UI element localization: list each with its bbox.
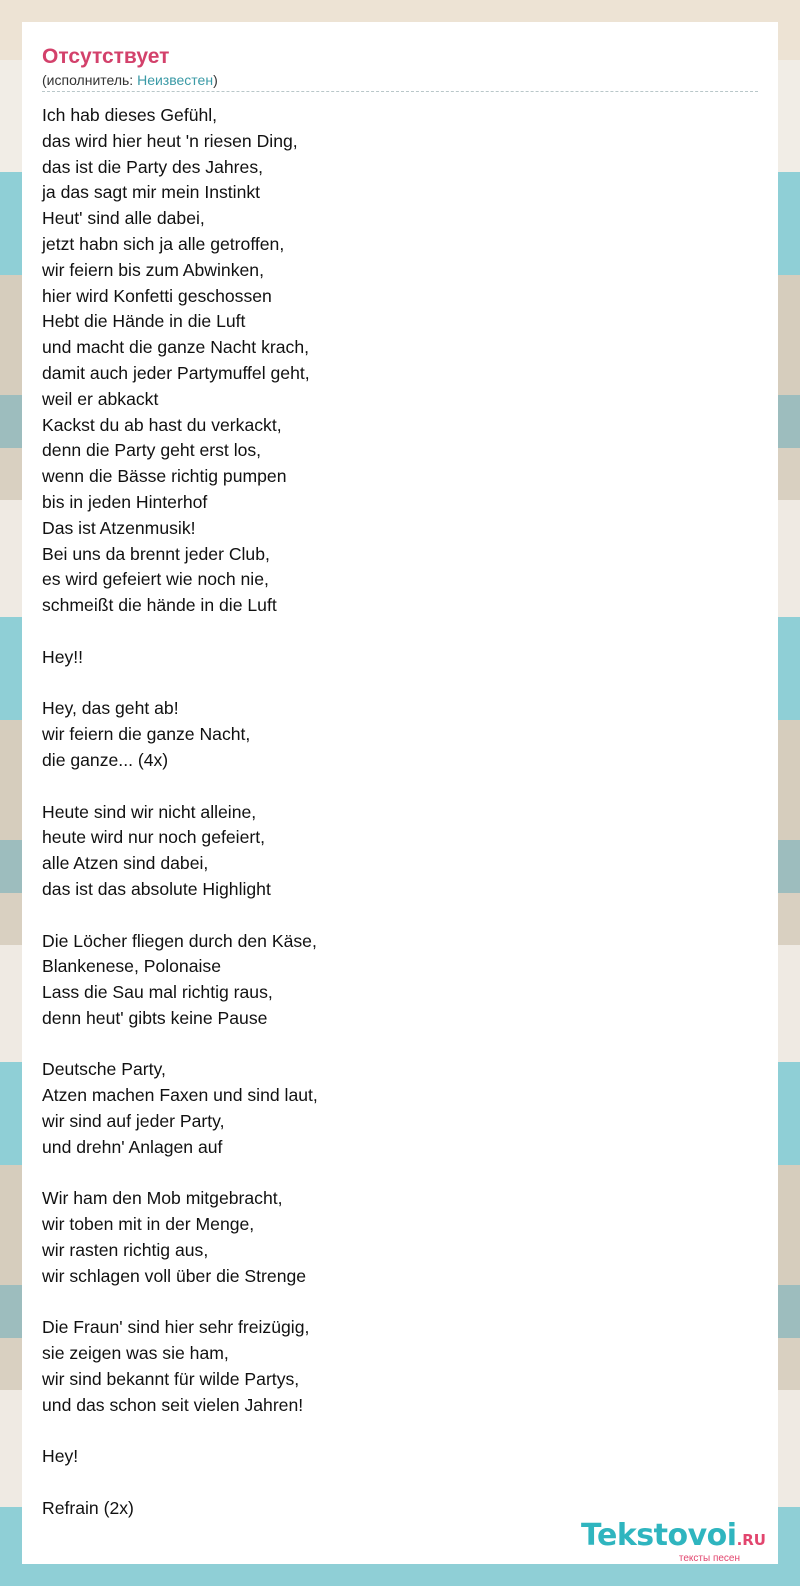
lyric-line: Heut' sind alle dabei, [42,208,205,229]
artist-suffix: ) [213,72,218,88]
artist-link[interactable]: Неизвестен [137,72,214,88]
lyric-line: schmeißt die hände in die Luft [42,595,277,616]
lyric-line [42,619,758,645]
lyric-line: Blankenese, Polonaise [42,956,221,977]
lyric-line: und drehn' Anlagen auf [42,1136,223,1157]
logo-wordmark [581,1520,766,1556]
lyric-line: damit auch jeder Partymuffel geht, [42,362,310,383]
song-title: Отсутствует [42,45,170,68]
lyric-line: das ist das absolute Highlight [42,878,271,899]
lyric-line [42,903,758,929]
lyric-line: Kackst du ab hast du verkackt, [42,414,282,435]
lyric-line: hier wird Konfetti geschossen [42,285,272,306]
lyric-line: Bei uns da brennt jeder Club, [42,543,270,564]
lyric-line: Die Fraun' sind hier sehr freizügig, [42,1317,310,1338]
lyric-line [42,1032,758,1058]
lyric-line [42,1419,758,1445]
lyric-line [42,1161,758,1187]
logo-tld: .RU [736,1531,766,1549]
logo-name: Tekstovoi [581,1518,737,1553]
lyric-line: es wird gefeiert wie noch nie, [42,569,269,590]
lyric-line: wenn die Bässe richtig pumpen [42,466,287,487]
lyric-line: denn heut' gibts keine Pause [42,1007,268,1028]
lyric-line: Hey!! [42,646,84,667]
lyric-line: Wir ham den Mob mitgebracht, [42,1188,283,1209]
lyric-line: Die Löcher fliegen durch den Käse, [42,930,317,951]
lyric-line: das ist die Party des Jahres, [42,156,264,177]
lyrics-text [42,103,758,1522]
artist-line [42,71,758,92]
lyric-line: wir sind auf jeder Party, [42,1111,225,1132]
lyric-line: wir rasten richtig aus, [42,1240,209,1261]
lyric-line: wir schlagen voll über die Strenge [42,1265,307,1286]
lyric-line: wir sind bekannt für wilde Partys, [42,1369,300,1390]
lyric-line: Atzen machen Faxen und sind laut, [42,1085,318,1106]
lyric-line: Hebt die Hände in die Luft [42,311,246,332]
lyric-line: bis in jeden Hinterhof [42,491,208,512]
lyric-line: heute wird nur noch gefeiert, [42,827,265,848]
lyric-line: Deutsche Party, [42,1059,166,1080]
lyric-line: ja das sagt mir mein Instinkt [42,182,261,203]
lyric-line: die ganze... (4x) [42,749,169,770]
lyric-line: und das schon seit vielen Jahren! [42,1394,304,1415]
lyric-line: Hey! [42,1446,79,1467]
lyric-line: Heute sind wir nicht alleine, [42,801,257,822]
lyric-line [42,1470,758,1496]
lyric-line [42,1290,758,1316]
lyric-line: Hey, das geht ab! [42,698,179,719]
lyric-line: sie zeigen was sie ham, [42,1343,229,1364]
lyrics-card [22,22,778,1564]
lyric-line: weil er abkackt [42,388,159,409]
lyric-line: Das ist Atzenmusik! [42,517,196,538]
lyric-line: jetzt habn sich ja alle getroffen, [42,233,285,254]
lyric-line: Lass die Sau mal richtig raus, [42,982,273,1003]
lyric-line: wir feiern bis zum Abwinken, [42,259,264,280]
artist-prefix: (исполнитель: [42,72,138,88]
lyric-line [42,671,758,697]
lyric-line: und macht die ganze Nacht krach, [42,337,309,358]
lyric-line: alle Atzen sind dabei, [42,853,209,874]
lyric-line: das wird hier heut 'n riesen Ding, [42,130,298,151]
lyric-line: wir toben mit in der Menge, [42,1214,255,1235]
lyric-line: denn die Party geht erst los, [42,440,262,461]
logo-tagline: тексты песен [678,1553,740,1564]
lyric-line: Refrain (2x) [42,1498,134,1519]
site-logo[interactable] [581,1520,766,1564]
lyric-line [42,774,758,800]
lyric-line: wir feiern die ganze Nacht, [42,724,251,745]
lyric-line: Ich hab dieses Gefühl, [42,105,218,125]
